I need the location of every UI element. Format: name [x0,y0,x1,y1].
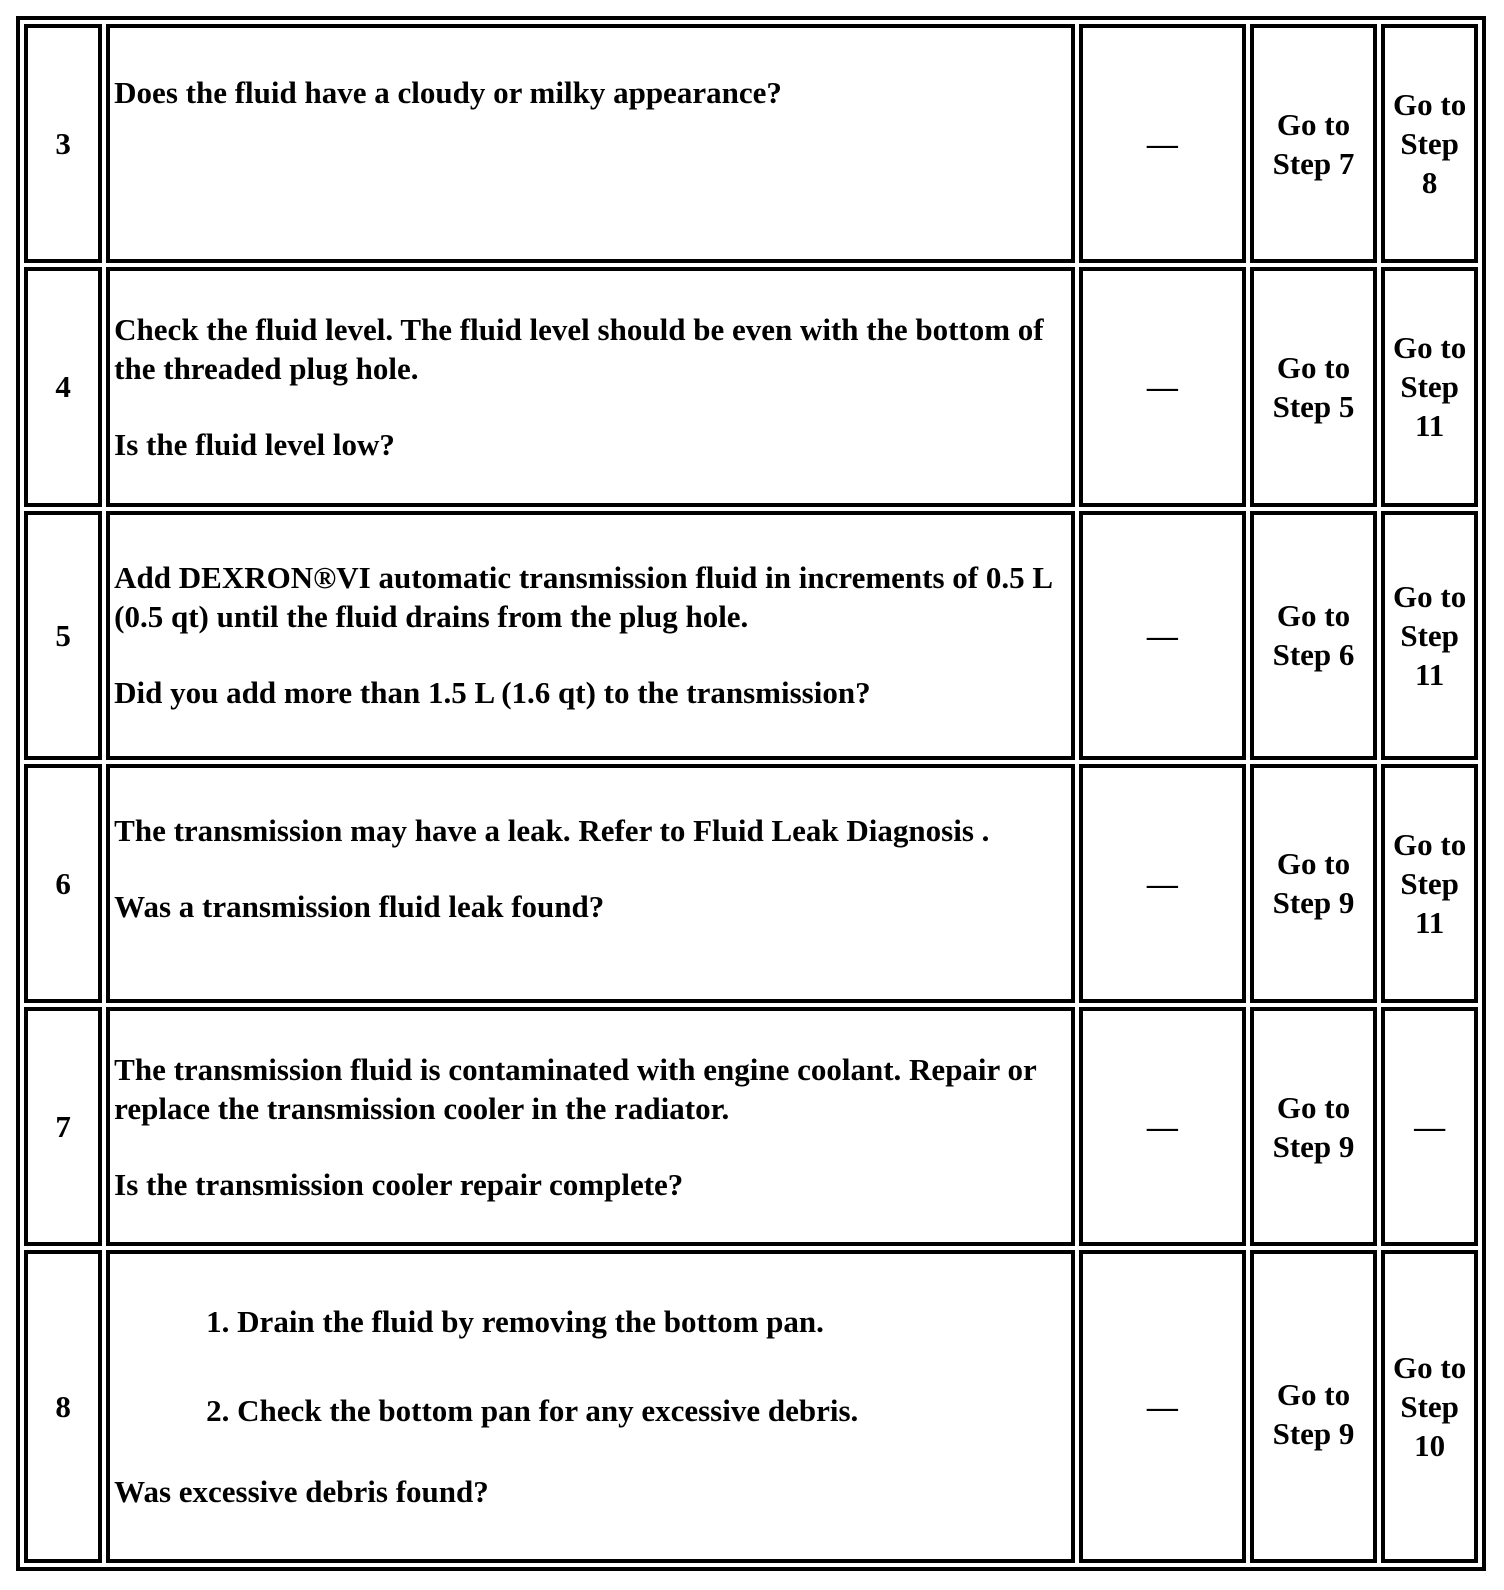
value-text: — [1146,369,1178,405]
step-number-cell [24,1250,102,1563]
no-step-link: Go to Step 11 [1393,330,1467,444]
yes-step-link: Go to Step 9 [1272,846,1355,921]
action-cell [106,511,1075,760]
table-row [24,24,1478,263]
value-cell [1079,1250,1246,1563]
action-cell [106,764,1075,1003]
question-text: Is the transmission cooler repair complete? [114,1166,684,1202]
value-cell [1079,267,1246,506]
action-cell [106,1007,1075,1246]
diagnostic-table [16,16,1486,1571]
no-step-link: Go to Step 8 [1393,87,1467,201]
table-row [24,1250,1478,1563]
no-step-link: Go to Step 11 [1393,826,1467,940]
question-text: Was a transmission fluid leak found? [114,888,605,924]
value-text: — [1146,1389,1178,1425]
question-text: Was excessive debris found? [114,1474,489,1510]
step-number-cell [24,1007,102,1246]
question-text: Did you add more than 1.5 L (1.6 qt) to the transmission? [114,675,871,711]
table-row [24,267,1478,506]
value-text: — [1146,1109,1178,1145]
no-cell [1381,1007,1478,1246]
yes-cell [1250,24,1378,263]
value-text: — [1146,865,1178,901]
action-text: The transmission may have a leak. Refer to Fluid Leak Diagnosis . [114,812,990,848]
table-row [24,511,1478,760]
step-number: 6 [55,865,71,901]
value-cell [1079,764,1246,1003]
action-cell [106,267,1075,506]
no-step-link: Go to Step 11 [1393,578,1467,692]
yes-step-link: Go to Step 9 [1272,1089,1355,1164]
no-step-link: — [1414,1109,1446,1145]
yes-cell [1250,1250,1378,1563]
no-cell [1381,24,1478,263]
question-text: Is the fluid level low? [114,426,395,462]
table-row [24,1007,1478,1246]
value-cell [1079,1007,1246,1246]
list-item: 2. Check the bottom pan for any excessive debris. [206,1393,859,1429]
no-cell [1381,764,1478,1003]
value-cell [1079,24,1246,263]
step-number: 3 [55,126,71,162]
step-number-cell [24,24,102,263]
yes-step-link: Go to Step 6 [1272,598,1355,673]
yes-cell [1250,267,1378,506]
yes-step-link: Go to Step 7 [1272,106,1355,181]
step-number: 4 [55,369,71,405]
action-cell [106,1250,1075,1563]
action-text: Check the fluid level. The fluid level should be even with the bottom of the threaded plug hole. [114,311,1044,386]
no-cell [1381,1250,1478,1563]
table-row [24,764,1478,1003]
no-cell [1381,511,1478,760]
yes-step-link: Go to Step 5 [1272,349,1355,424]
step-number-cell [24,764,102,1003]
step-number: 5 [55,617,71,653]
step-number-cell [24,511,102,760]
action-text: Add DEXRON®VI automatic transmission fluid in increments of 0.5 L (0.5 qt) until the fluid drains from the plug hole. [114,560,1052,635]
no-cell [1381,267,1478,506]
value-text: — [1146,126,1178,162]
yes-cell [1250,511,1378,760]
action-text: The transmission fluid is contaminated with engine coolant. Repair or replace the transmission cooler in the radiator. [114,1051,1037,1126]
yes-cell [1250,764,1378,1003]
list-item: 1. Drain the fluid by removing the bottom pan. [206,1304,824,1340]
action-text: Does the fluid have a cloudy or milky appearance? [114,75,782,110]
step-number: 7 [55,1109,71,1145]
yes-step-link: Go to Step 9 [1272,1376,1355,1451]
value-text: — [1146,617,1178,653]
action-cell [106,24,1075,263]
yes-cell [1250,1007,1378,1246]
no-step-link: Go to Step 10 [1393,1350,1467,1464]
step-number: 8 [55,1389,71,1425]
value-cell [1079,511,1246,760]
step-number-cell [24,267,102,506]
